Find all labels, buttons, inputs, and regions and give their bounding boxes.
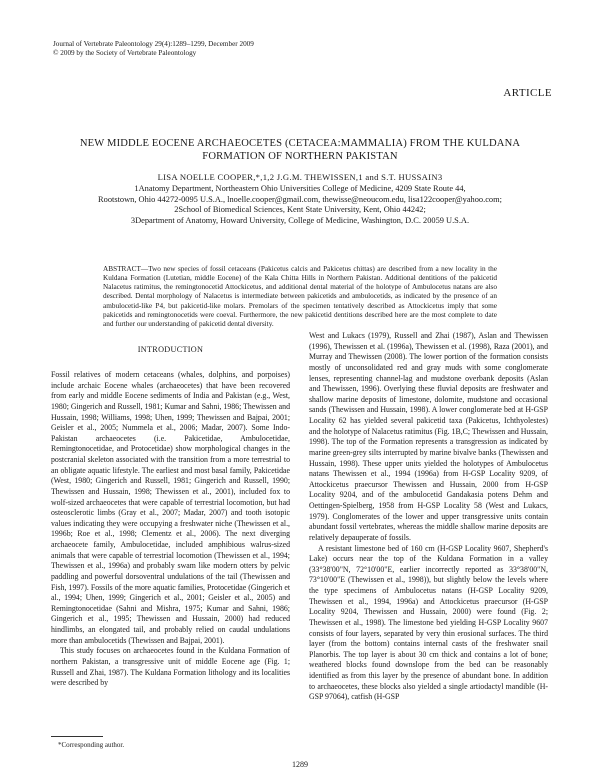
right-text-column [309,331,548,703]
affiliation-line: Rootstown, Ohio 44272-0095 U.S.A., lnoelle.cooper@gmail.com, thewisse@neoucom.edu, lisa122cooper@yahoo.com; [98,194,502,204]
affiliation-line: 1Anatomy Department, Northeastern Ohio Universities College of Medicine, 4209 State Route 44, [134,184,466,193]
affiliations [60,184,540,226]
affiliation-line: 3Department of Anatomy, Howard University, College of Medicine, Washington, D.C. 20059 U.S.A. [130,215,470,225]
body-paragraph: Fossil relatives of modern cetaceans (whales, dolphins, and porpoises) include archaic Eocene whales (archaeocetes) that have been recovered from early and middle Eocene sediments of India and Pakistan (e.g., West, 1980; Gingerich and Russell, 1981; Kumar and Sahni, 1986; Thewissen and Hussain, 1998; Williams, 1998; Uhen, 1999; Thewissen and Bajpai, 2001; Geisler et al., 2005; Nummela et al., 2006; Madar, 2007). Some Indo-Pakistan archaeocetes (i.e. Pakicetidae, Ambulocetidae, Remingtonocetidae, and Protocetidae) show morphological changes in the postcranial skeleton associated with the transition from a more terrestrial to an obligate aquatic lifestyle. The earliest and most basal family, Pakicetidae (West, 1980; Gingerich and Russell, 1981; Gingerich and Russell, 1990; Thewissen and Hussain, 1998; Thewissen et al., 2001), included fox to wolf-sized archaeocetes that were capable of terrestrial locomotion, but had osteosclerotic limbs (Gray et al., 2007; Madar, 2007) and tooth isotopic values indicating they were occupying a freshwater niche (Thewissen et al., 1996b; Roe et al., 1998; Clementz et al., 2006). The next diverging archaeocete family, Ambulocetidae, included amphibious walrus-sized animals that were capable of terrestrial locomotion (Thewissen et al., 1994; Thewissen et al., 1996a) and probably swam like modern otters by pelvic paddling and powerful dorsoventral undulations of the tail (Thewissen and Fish, 1997). Fossils of the more aquatic families, Protocetidae (Gingerich et al., 1994; Uhen, 1999; Gingerich et al., 2001; Geisler et al., 2005) and Remingtonocetidae (Sahni and Mishra, 1975; Kumar and Sahni, 1986; Gingerich et al., 1995; Thewissen and Hussain, 2000) had reduced hindlimbs, an elongated tail, and probably relied on caudal undulations more than ambulocetids (Thewissen and Bajpai, 2001). [51,370,290,645]
paper-title: NEW MIDDLE EOCENE ARCHAEOCETES (CETACEA:MAMMALIA) FROM THE KULDANA FORMATION OF NORTHERN PAKISTAN [79,138,521,163]
article-type-label: ARTICLE [503,87,552,99]
author-list: LISA NOELLE COOPER,*,1,2 J.G.M. THEWISSEN,1 and S.T. HUSSAIN3 [157,172,443,182]
body-paragraph: West and Lukacs (1979), Russell and Zhai (1987), Aslan and Thewissen (1996), Thewissen et al. (1996a), Thewissen et al. (1998), Raza (2001), and Murray and Thewissen (2008). The lower portion of the formation consists mostly of unconsolidated red and gray muds with some conglomerate lenses, representing channel-lag and mudstone overbank deposits (Aslan and Thewissen, 1996). Overlying these fluvial deposits are freshwater and shallow marine deposits of limestone, dolomite, mudstone and occasional sands (Thewissen and Hussain, 1998). A lower conglomerate bed at H-GSP Locality 62 has yielded several pakicetid taxa (Pakicetus, Ichthyolestes) and the holotype of Nalacetus ratimitus (Fig. 1B,C; Thewissen and Hussain, 1998). The top of the Formation represents a transgression as indicated by marine green-grey silts interrupted by marine bivalve banks (Thewissen and Hussain, 1998). These upper units yielded the holotypes of Ambulocetus natans Thewissen et al., 1994 (1996a) from H-GSP Locality 9209, of Attockicetus praecursor Thewissen and Hussain, 2000 from H-GSP Locality 9204, and of the ambulocetid Gandakasia potens Dehm and Oettingen-Spielberg, 1958 from H-GSP Locality 58 (West and Lukacs, 1979). Conglomerates of the lower and upper transgressive units contain abundant fossil vertebrates, whereas the middle shallow marine deposits are relatively depauperate of fossils. [309,331,548,542]
footnote-rule [51,736,103,737]
journal-citation: Journal of Vertebrate Paleontology 29(4):1289–1299, December 2009 [53,40,254,48]
section-heading-introduction: INTRODUCTION [137,345,204,354]
page-number: 1289 [292,760,308,769]
body-paragraph: This study focuses on archaeocetes found in the Kuldana Formation of northern Pakistan, a transgressive unit of middle Eocene age (Fig. 1; Russell and Zhai, 1987). The Kuldana Formation lithology and its localities were described by [51,646,290,688]
journal-header [53,40,353,57]
left-text-column [51,370,290,689]
copyright-notice: © 2009 by the Society of Vertebrate Paleontology [53,48,197,57]
abstract: ABSTRACT—Two new species of fossil cetaceans (Pakicetus calcis and Pakicetus chittas) are described from a new locality in the Kuldana Formation (Lutetian, middle Eocene) of the Kala Chitta Hills in Northern Pakistan. Additional dentitions of the pakicetid Nalacetus ratimitus, the remingtonocetid Attockicetus, and additional dental material of the holotype of Ambulocetus natans are also described. Dental morphology of Nalacetus is intermediate between pakicetids and ambulocetids, as indicated by the presence of an ambulocetid-like P4, but pakicetid-like molars. Premolars of the specimen tentatively described as Attockicetus imply that some pakicetids and remingtonocetids were coeval. Furthermore, the new pakicetid dentitions described here are the most complete to date and further our understanding of pakicetid dental diversity. [103,265,497,328]
footnote-corresponding-author: *Corresponding author. [58,741,125,749]
body-paragraph: A resistant limestone bed of 160 cm (H-GSP Locality 9607, Shepherd's Lake) occurs near the top of the Kuldana Formation in a valley (33°38'00"N, 72°10'00"E, earlier incorrectly reported as 33°38'00"N, 73°10'00"E (Thewissen et al., 1998)), but slightly below the levels where the type specimens of Ambulocetus natans (H-GSP Locality 9209, Thewissen et al., 1994, 1996a) and Attockicetus praecursor (H-GSP Locality 9204, Thewissen and Hussain, 2000) were found (Fig. 2; Thewissen et al., 1998). The limestone bed yielding H-GSP Locality 9607 consists of four layers, separated by very thin erosional surfaces. The third layer (from the bottom) contains internal casts of the freshwater snail Planorbis. The top layer is about 30 cm thick and contains a lot of bone; weathered blocks found downslope from the bed can be reasonably identified as from this layer by the presence of abundant bone. In addition to archaeocetes, these blocks also yielded a single artiodactyl mandible (H-GSP 97064), catfish (H-GSP [309,543,548,702]
affiliation-line: 2School of Biomedical Sciences, Kent State University, Kent, Ohio 44242; [174,205,426,215]
